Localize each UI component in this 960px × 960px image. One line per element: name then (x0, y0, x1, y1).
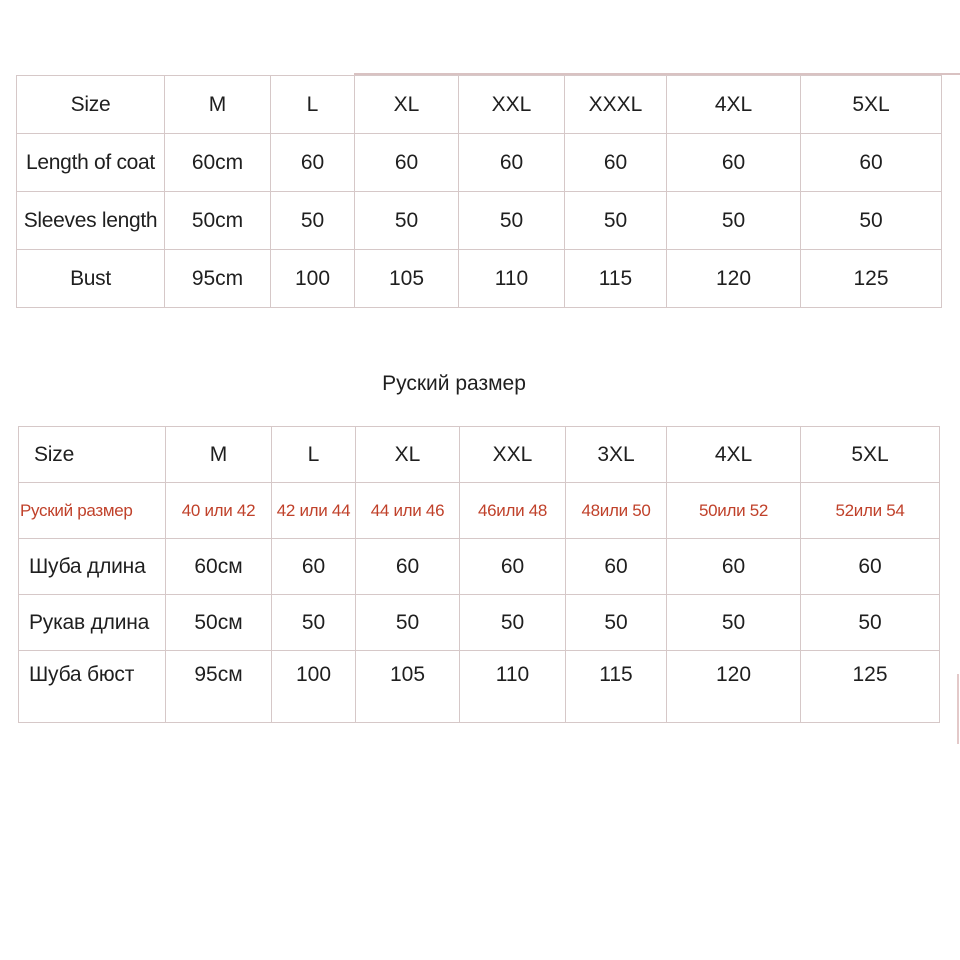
table-cell: 60 (459, 134, 565, 192)
row-label-sleeves-length: Sleeves length (17, 192, 165, 250)
table-cell: 115 (565, 250, 667, 308)
table-cell: 50 (459, 192, 565, 250)
size-xl-header: XL (355, 76, 459, 134)
russian-size-row (19, 483, 940, 539)
row-label-coat-length: Шуба длина (19, 539, 166, 595)
table-cell: 50 (565, 192, 667, 250)
size-l-header: L (271, 76, 355, 134)
table-cell: 60 (355, 134, 459, 192)
table-cell: 60 (667, 134, 801, 192)
size-xxxl-header: XXXL (565, 76, 667, 134)
size-4xl-header: 4XL (667, 427, 801, 483)
table-row (19, 651, 940, 723)
table-cell: 95см (166, 651, 272, 723)
size-header-label: Size (17, 76, 165, 134)
row-label-russian-size: Руский размер (19, 483, 166, 539)
row-label-sleeve-length: Рукав длина (19, 595, 166, 651)
table-cell: 50см (166, 595, 272, 651)
table-cell: 105 (356, 651, 460, 723)
table-row (17, 134, 942, 192)
table-cell: 60 (801, 539, 940, 595)
table-header-row (17, 76, 942, 134)
table-cell: 50 (667, 595, 801, 651)
table-cell: 52или 54 (801, 483, 940, 539)
size-5xl-header: 5XL (801, 427, 940, 483)
size-xl-header: XL (356, 427, 460, 483)
table-cell: 44 или 46 (356, 483, 460, 539)
size-xxl-header: XXL (459, 76, 565, 134)
table-cell: 95cm (165, 250, 271, 308)
row-label-bust: Bust (17, 250, 165, 308)
table-cell: 50 (272, 595, 356, 651)
table-cell: 125 (801, 250, 942, 308)
table-cell: 50 (356, 595, 460, 651)
table-cell: 110 (460, 651, 566, 723)
row-label-length-of-coat: Length of coat (17, 134, 165, 192)
table-cell: 42 или 44 (272, 483, 356, 539)
table-cell: 50 (271, 192, 355, 250)
size-4xl-header: 4XL (667, 76, 801, 134)
table-row (19, 539, 940, 595)
table-header-row (19, 427, 940, 483)
table-cell: 50 (355, 192, 459, 250)
size-header-label: Size (19, 427, 166, 483)
size-l-header: L (272, 427, 356, 483)
table-cell: 60cm (165, 134, 271, 192)
table-cell: 50 (566, 595, 667, 651)
table-cell: 50 (801, 595, 940, 651)
table-cell: 60 (356, 539, 460, 595)
size-m-header: M (166, 427, 272, 483)
table-cell: 60 (566, 539, 667, 595)
table-cell: 60 (667, 539, 801, 595)
size-3xl-header: 3XL (566, 427, 667, 483)
russian-size-caption: Руский размер (382, 372, 526, 395)
decorative-edge-line (957, 674, 959, 744)
table-cell: 120 (667, 651, 801, 723)
table-cell: 120 (667, 250, 801, 308)
table-row (17, 250, 942, 308)
table-cell: 100 (272, 651, 356, 723)
row-label-coat-bust: Шуба бюст (19, 651, 166, 723)
size-m-header: M (165, 76, 271, 134)
size-chart-english (16, 75, 942, 308)
size-xxl-header: XXL (460, 427, 566, 483)
table-cell: 50cm (165, 192, 271, 250)
table-cell: 100 (271, 250, 355, 308)
table-cell: 60 (271, 134, 355, 192)
table-cell: 46или 48 (460, 483, 566, 539)
table-cell: 125 (801, 651, 940, 723)
table-cell: 60 (272, 539, 356, 595)
table-cell: 115 (566, 651, 667, 723)
table-cell: 50 (667, 192, 801, 250)
table-cell: 60 (801, 134, 942, 192)
table-cell: 60см (166, 539, 272, 595)
table-cell: 40 или 42 (166, 483, 272, 539)
table-cell: 50или 52 (667, 483, 801, 539)
table-cell: 60 (460, 539, 566, 595)
table-row (17, 192, 942, 250)
table-cell: 50 (801, 192, 942, 250)
table-row (19, 595, 940, 651)
size-chart-russian (18, 426, 940, 723)
table-cell: 110 (459, 250, 565, 308)
table-cell: 60 (565, 134, 667, 192)
table-cell: 48или 50 (566, 483, 667, 539)
size-5xl-header: 5XL (801, 76, 942, 134)
table-cell: 50 (460, 595, 566, 651)
table-cell: 105 (355, 250, 459, 308)
